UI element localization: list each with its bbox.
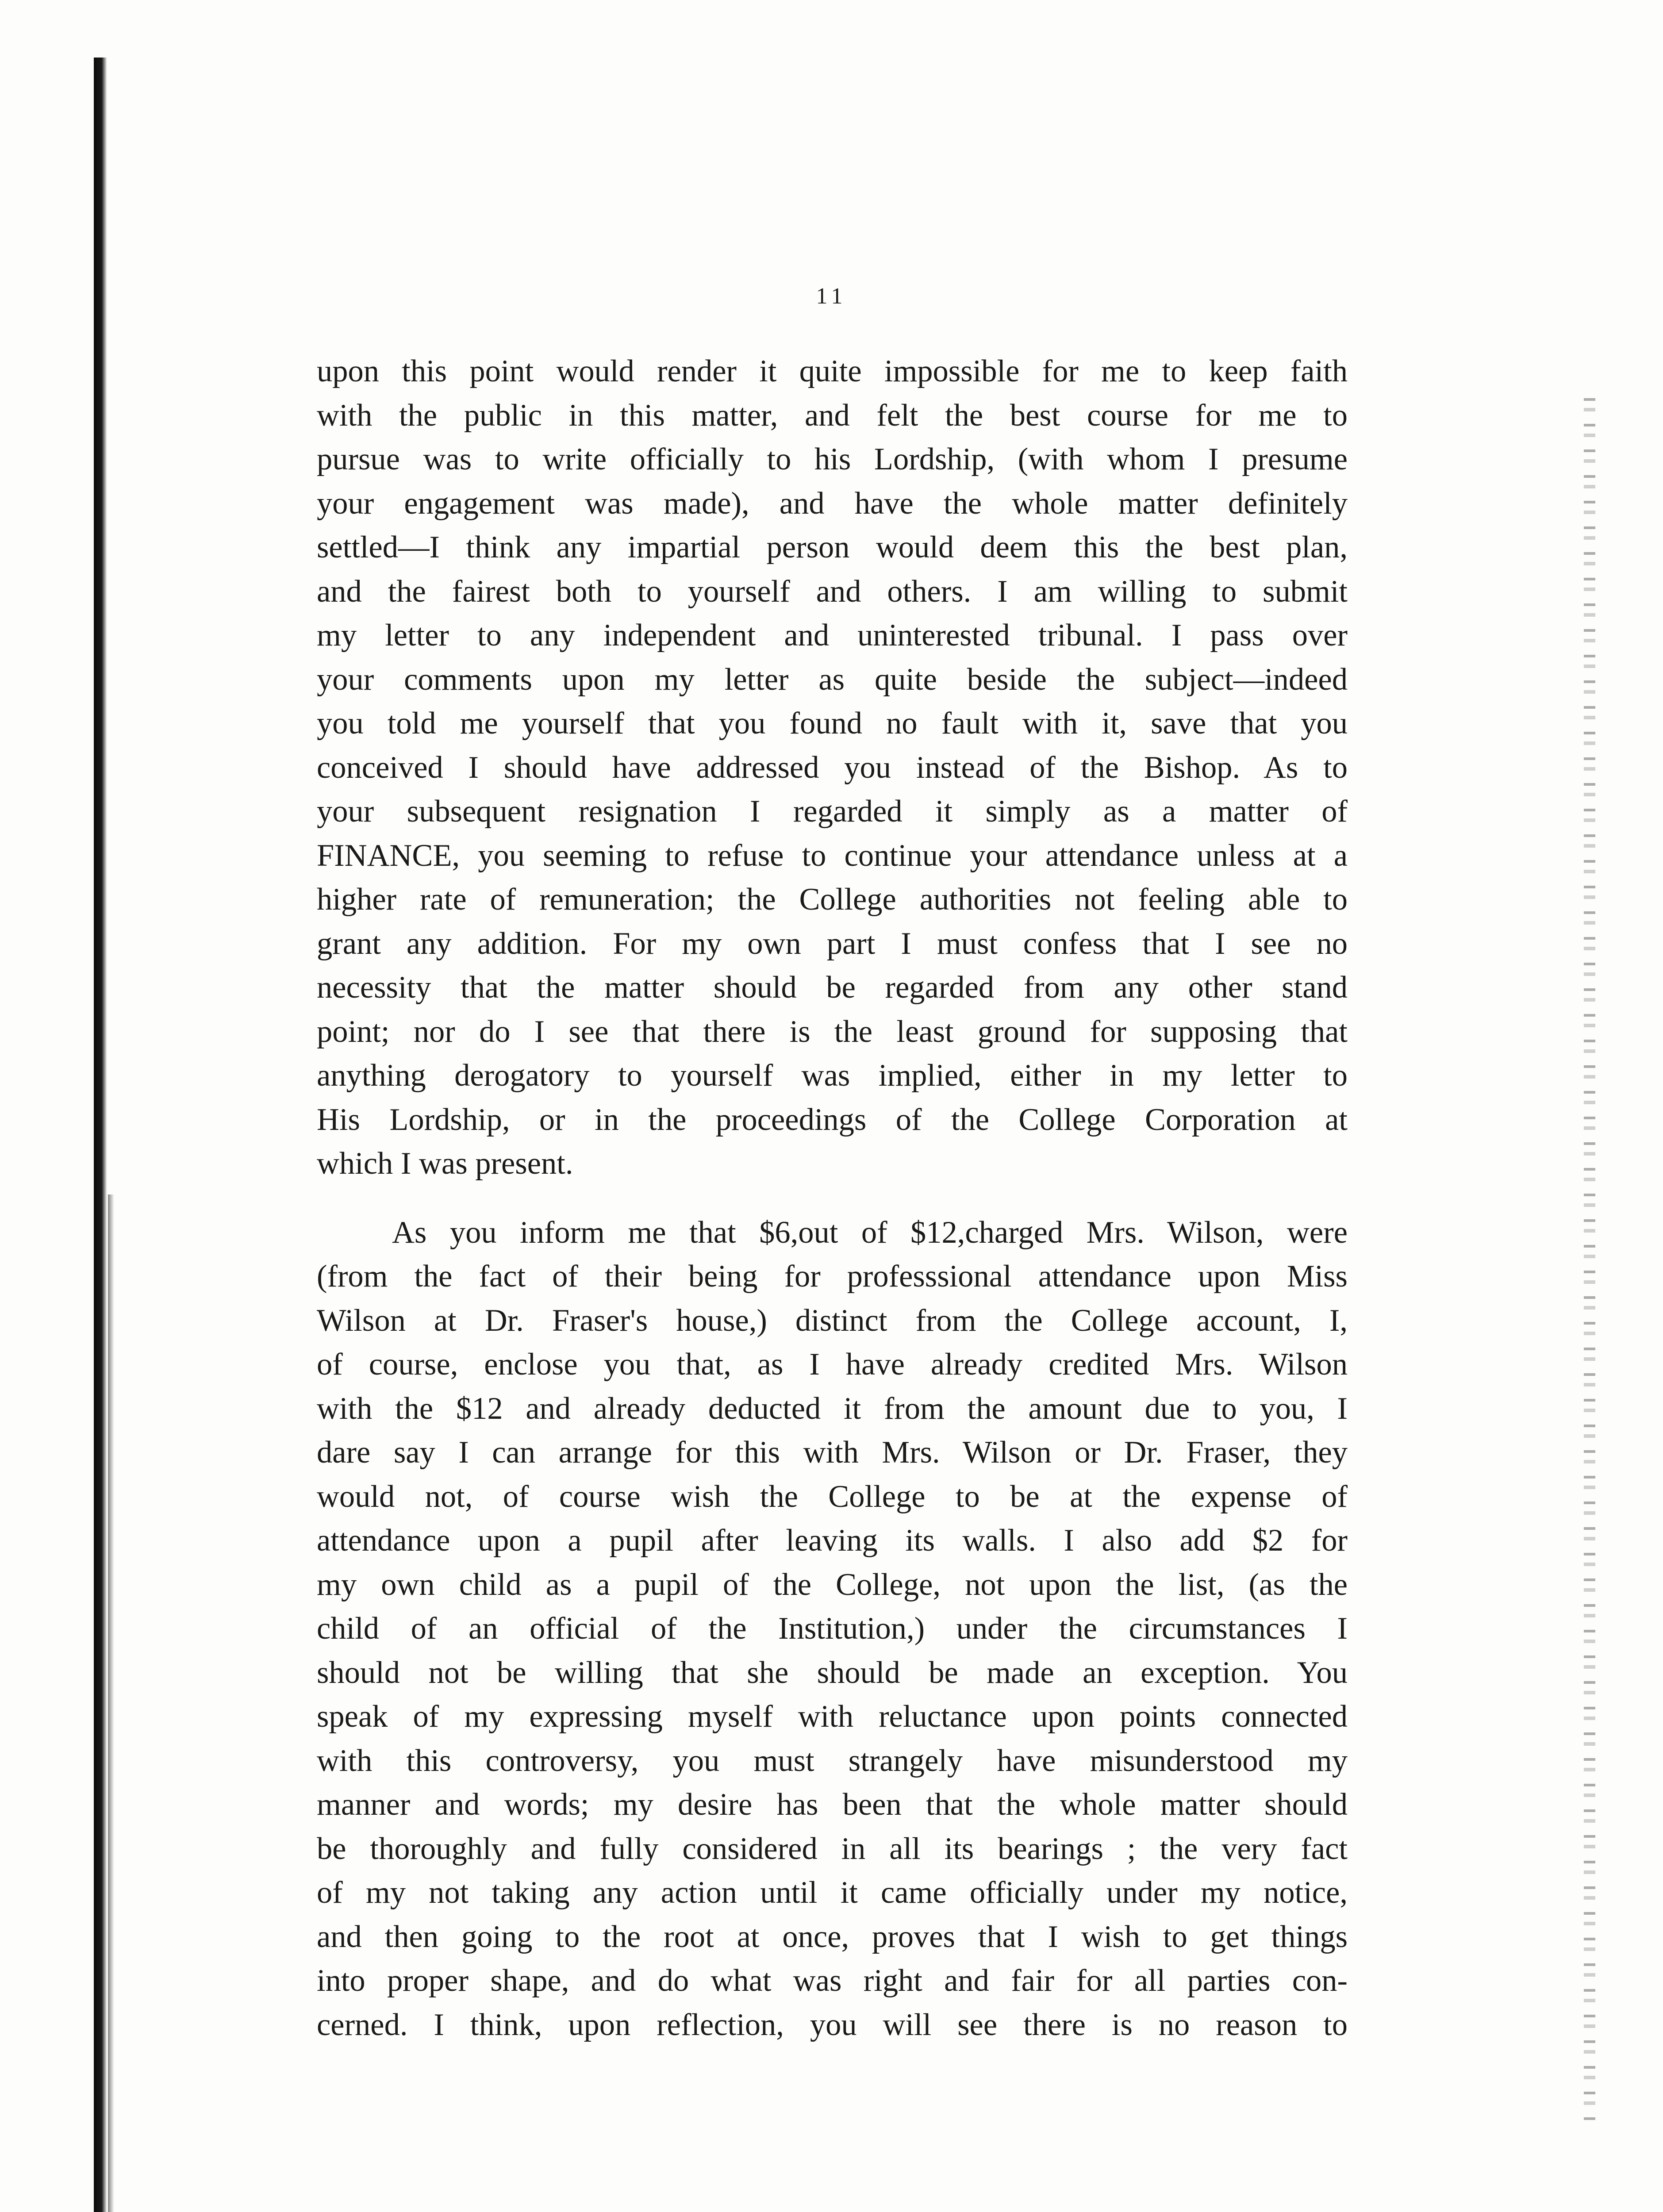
text-line: cerned. I think, upon reflection, you will see there is no reason to xyxy=(317,2007,1348,2042)
paragraph-gap xyxy=(317,1186,1348,1211)
text-line: His Lordship, or in the proceedings of the College Corporation at xyxy=(317,1102,1348,1137)
text-line: should not be willing that she should be made an exception. You xyxy=(317,1655,1348,1690)
text-line: FINANCE, you seeming to refuse to continue your attendance unless at a xyxy=(317,838,1348,873)
text-line: your subsequent resignation I regarded it simply as a matter of xyxy=(317,794,1348,829)
text-line: attendance upon a pupil after leaving its walls. I also add $2 for xyxy=(317,1523,1348,1558)
text-line: my own child as a pupil of the College, not upon the list, (as the xyxy=(317,1567,1348,1602)
text-line: your comments upon my letter as quite beside the subject—indeed xyxy=(317,662,1348,697)
text-line: and the fairest both to yourself and others. I am willing to submit xyxy=(317,574,1348,609)
text-line: (from the fact of their being for professsional attendance upon Miss xyxy=(317,1259,1348,1294)
text-line: your engagement was made), and have the whole matter definitely xyxy=(317,486,1348,521)
text-line: pursue was to write officially to his Lordship, (with whom I presume xyxy=(317,442,1348,476)
text-line: higher rate of remuneration; the College authorities not feeling able to xyxy=(317,882,1348,917)
text-line: necessity that the matter should be regarded from any other stand xyxy=(317,970,1348,1005)
text-line: my letter to any independent and uninterested tribunal. I pass over xyxy=(317,618,1348,653)
text-line: upon this point would render it quite impossible for me to keep faith xyxy=(317,354,1348,388)
right-edge-speckle xyxy=(1584,398,1595,2124)
text-line: settled—I think any impartial person would deem this the best plan, xyxy=(317,530,1348,565)
text-line: into proper shape, and do what was right and fair for all parties con- xyxy=(317,1963,1348,1998)
text-line: As you inform me that $6,out of $12,charged Mrs. Wilson, were xyxy=(392,1215,1348,1250)
paragraph-2 xyxy=(317,1211,1348,2047)
text-line: you told me yourself that you found no fault with it, save that you xyxy=(317,706,1348,741)
text-line: grant any addition. For my own part I must confess that I see no xyxy=(317,926,1348,961)
text-line: with this controversy, you must strangely have misunderstood my xyxy=(317,1743,1348,1778)
text-line: Wilson at Dr. Fraser's house,) distinct from the College account, I, xyxy=(317,1303,1348,1338)
text-line: anything derogatory to yourself was implied, either in my letter to xyxy=(317,1058,1348,1093)
text-line: with the $12 and already deducted it from the amount due to you, I xyxy=(317,1391,1348,1426)
text-line: point; nor do I see that there is the least ground for supposing that xyxy=(317,1014,1348,1049)
text-line: with the public in this matter, and felt the best course for me to xyxy=(317,398,1348,433)
text-line: conceived I should have addressed you instead of the Bishop. As to xyxy=(317,750,1348,785)
text-line: dare say I can arrange for this with Mrs. Wilson or Dr. Fraser, they xyxy=(317,1435,1348,1470)
text-line: of my not taking any action until it came officially under my notice, xyxy=(317,1875,1348,1910)
page-number: 11 xyxy=(816,284,847,309)
binding-shadow xyxy=(94,58,107,2212)
text-line: speak of my expressing myself with reluctance upon points connected xyxy=(317,1699,1348,1734)
text-line: be thoroughly and fully considered in all its bearings ; the very fact xyxy=(317,1831,1348,1866)
text-line: manner and words; my desire has been that the whole matter should xyxy=(317,1787,1348,1822)
body-text xyxy=(317,349,1348,2047)
text-line: child of an official of the Institution,) under the circumstances I xyxy=(317,1611,1348,1646)
text-line: which I was present. xyxy=(317,1146,573,1181)
paragraph-1 xyxy=(317,349,1348,1186)
text-line: and then going to the root at once, proves that I wish to get things xyxy=(317,1919,1348,1954)
text-line: of course, enclose you that, as I have already credited Mrs. Wilson xyxy=(317,1347,1348,1382)
text-line: would not, of course wish the College to be at the expense of xyxy=(317,1479,1348,1514)
binding-shadow-fade xyxy=(108,1194,114,2212)
